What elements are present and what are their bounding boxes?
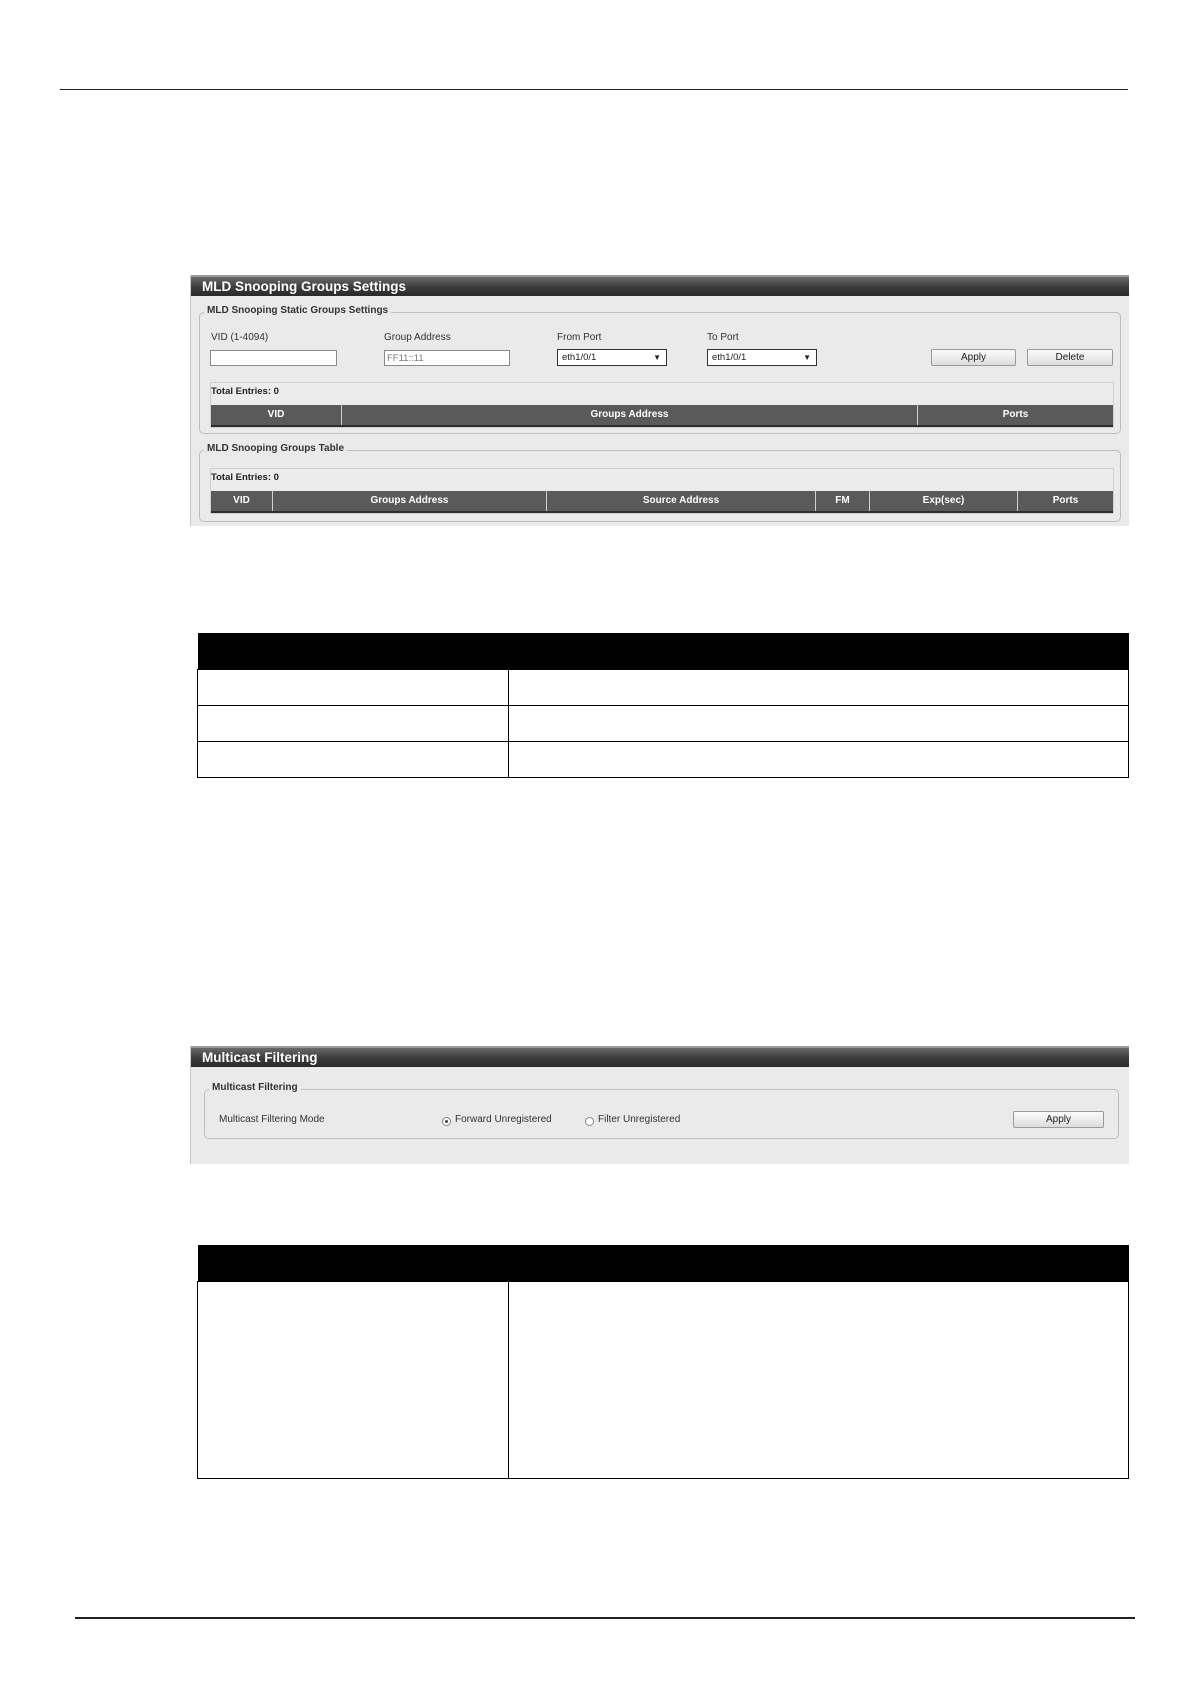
- total-entries: Total Entries: 0: [211, 472, 279, 483]
- group-address-input[interactable]: FF11::11: [384, 350, 510, 366]
- column-header-vid: VID: [211, 405, 342, 425]
- mld-snooping-groups-panel: [190, 275, 1129, 526]
- apply-button[interactable]: Apply: [931, 349, 1016, 366]
- table-row: [198, 1282, 1129, 1479]
- multicast-filtering-panel: [190, 1046, 1129, 1164]
- parameter-table-1: [197, 633, 1129, 778]
- parameter-table-2: [197, 1245, 1129, 1479]
- panel-title: MLD Snooping Groups Settings: [191, 275, 1129, 296]
- static-groups-legend: MLD Snooping Static Groups Settings: [204, 305, 391, 316]
- static-groups-fieldset: [199, 305, 1121, 434]
- multicast-filtering-legend: Multicast Filtering: [209, 1082, 301, 1093]
- chevron-down-icon: ▼: [653, 353, 661, 362]
- multicast-filtering-fieldset: [204, 1082, 1119, 1139]
- panel-title: Multicast Filtering: [191, 1046, 1129, 1067]
- radio-forward-unregistered[interactable]: [442, 1117, 451, 1126]
- column-header-groups-address: Groups Address: [273, 491, 547, 511]
- forward-unregistered-label: Forward Unregistered: [455, 1114, 552, 1125]
- column-header-groups-address: Groups Address: [342, 405, 918, 425]
- footer-rule: [75, 1617, 1135, 1619]
- table-header-row: [198, 1245, 1129, 1282]
- column-header-vid: VID: [211, 491, 273, 511]
- column-header-source-address: Source Address: [547, 491, 816, 511]
- vid-input[interactable]: [210, 350, 337, 366]
- filtering-mode-label: Multicast Filtering Mode: [219, 1114, 325, 1125]
- from-port-select[interactable]: [557, 349, 667, 366]
- header-rule: [60, 89, 1128, 90]
- table-row: [198, 670, 1129, 706]
- table-header: [211, 491, 1113, 513]
- delete-button[interactable]: Delete: [1027, 349, 1113, 366]
- column-header-fm: FM: [816, 491, 870, 511]
- to-port-value: eth1/0/1: [712, 352, 747, 363]
- groups-table-legend: MLD Snooping Groups Table: [204, 443, 347, 454]
- table-row: [198, 742, 1129, 778]
- to-port-select[interactable]: [707, 349, 817, 366]
- groups-table-fieldset: [199, 443, 1121, 522]
- filter-unregistered-label: Filter Unregistered: [598, 1114, 681, 1125]
- radio-filter-unregistered[interactable]: [585, 1117, 594, 1126]
- from-port-label: From Port: [557, 332, 602, 343]
- apply-button[interactable]: Apply: [1013, 1111, 1104, 1128]
- vid-label: VID (1-4094): [211, 332, 269, 343]
- table-row: [198, 706, 1129, 742]
- groups-table: [210, 468, 1114, 514]
- from-port-value: eth1/0/1: [562, 352, 597, 363]
- to-port-label: To Port: [707, 332, 739, 343]
- table-header-row: [198, 633, 1129, 670]
- chevron-down-icon: ▼: [803, 353, 811, 362]
- table-header: [211, 405, 1113, 427]
- column-header-ports: Ports: [1052, 495, 1079, 506]
- static-groups-table: [210, 382, 1114, 428]
- column-header-ports: Ports: [1002, 409, 1029, 420]
- column-header-exp-sec: Exp(sec): [870, 491, 1018, 511]
- total-entries: Total Entries: 0: [211, 386, 279, 397]
- group-address-label: Group Address: [384, 332, 451, 343]
